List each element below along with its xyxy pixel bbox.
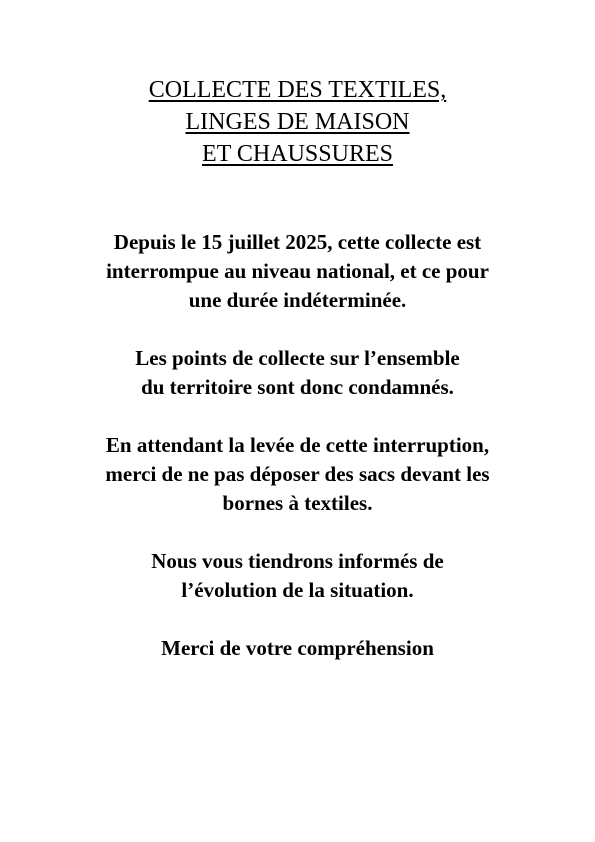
notice-title: [0, 74, 595, 170]
paragraph-line: bornes à textiles.: [222, 491, 373, 515]
title-line-2: LINGES DE MAISON: [185, 109, 410, 135]
paragraph-line: merci de ne pas déposer des sacs devant les: [105, 462, 490, 486]
paragraph-collection-points: [40, 344, 555, 402]
paragraph-line: Merci de votre compréhension: [161, 636, 434, 660]
paragraph-line: interrompue au niveau national, et ce pour: [106, 259, 489, 283]
notice-body: [40, 228, 555, 692]
paragraph-line: Nous vous tiendrons informés de: [151, 549, 444, 573]
title-line-3: ET CHAUSSURES: [202, 141, 393, 167]
paragraph-line: une durée indéterminée.: [188, 288, 407, 312]
paragraph-line: Depuis le 15 juillet 2025, cette collecte est: [113, 230, 482, 254]
paragraph-instructions: [40, 431, 555, 518]
paragraph-line: l’évolution de la situation.: [181, 578, 414, 602]
paragraph-updates: [40, 547, 555, 605]
paragraph-suspension: [40, 228, 555, 315]
paragraph-thanks: [40, 634, 555, 663]
paragraph-line: Les points de collecte sur l’ensemble: [135, 346, 460, 370]
title-line-1: COLLECTE DES TEXTILES,: [148, 77, 447, 103]
paragraph-line: En attendant la levée de cette interruption,: [105, 433, 490, 457]
paragraph-line: du territoire sont donc condamnés.: [141, 375, 454, 399]
